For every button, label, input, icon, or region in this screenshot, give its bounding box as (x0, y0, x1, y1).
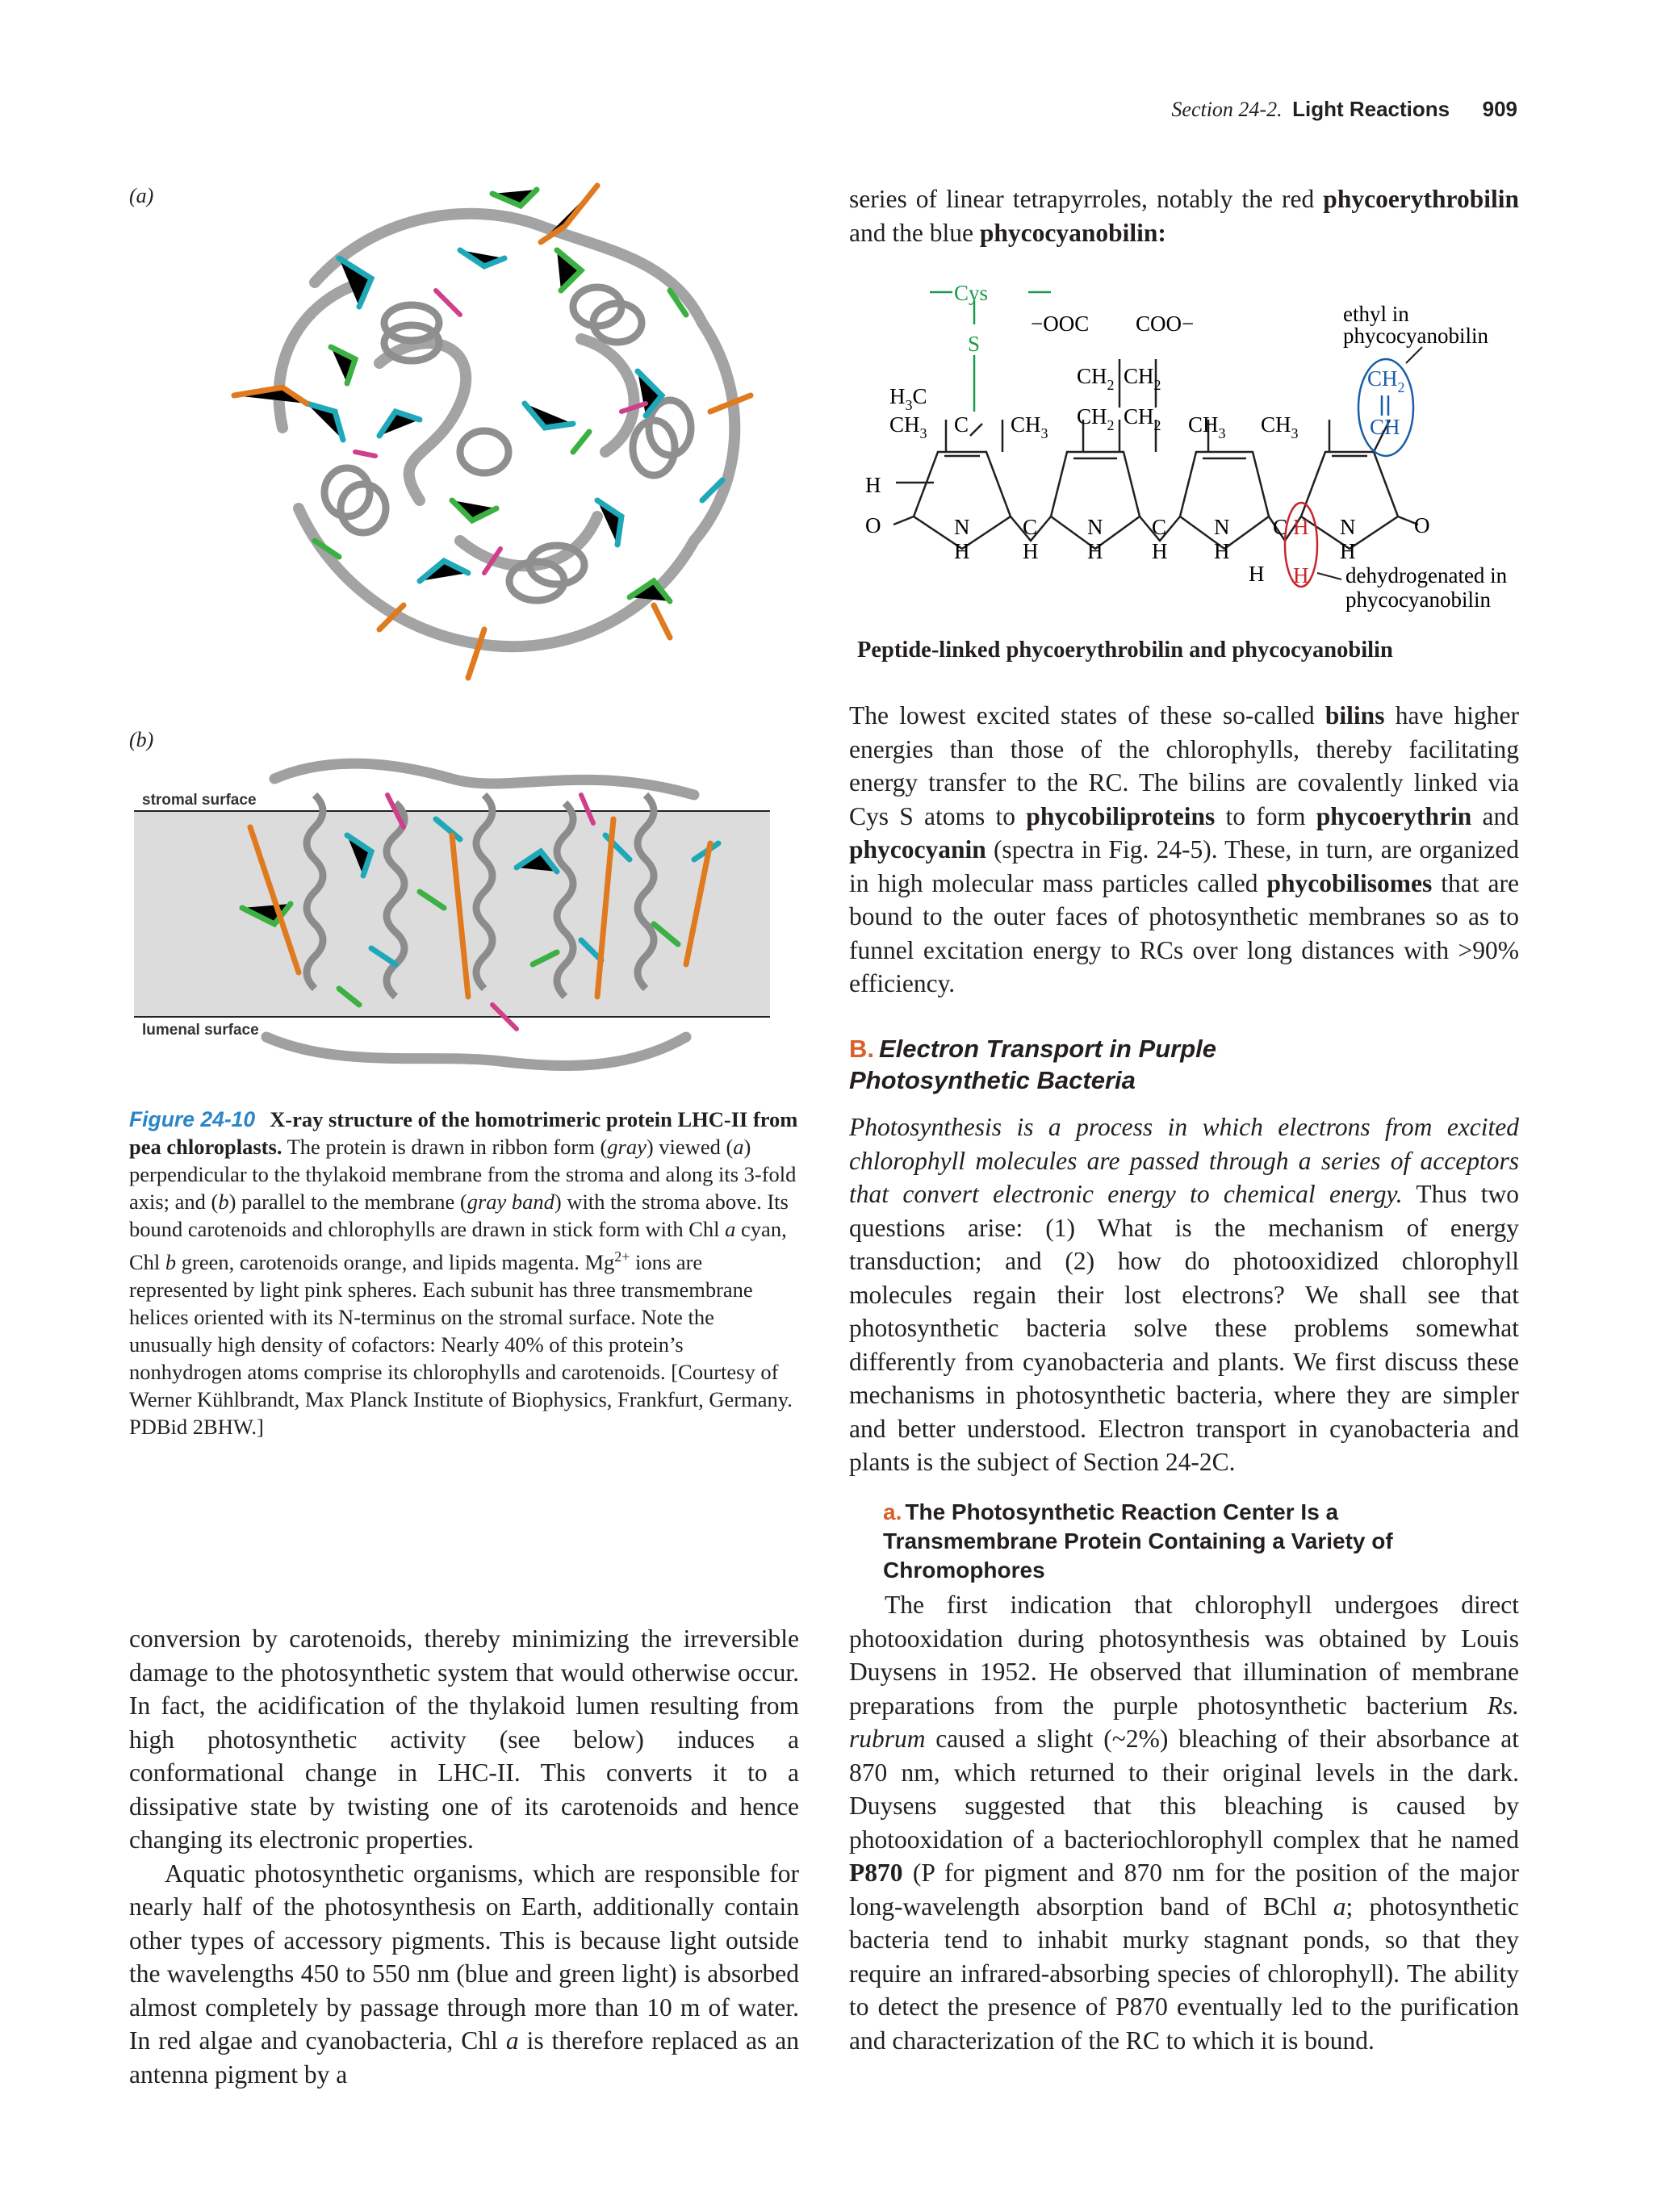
left-paragraph-2: Aquatic photosynthetic organisms, which are responsible for nearly half of the photosynthesis on Earth, additionally contain other types of accessory pigments. This is because light outside the wavelengths 450 to 550 nm (blue and green light) is absorbed almost completely by passage through more than 10 m of water. In red algae and cyanobacteria, Chl a is therefore replaced as an antenna pigment by a (129, 1859, 800, 2089)
right-paragraph-p870: The first indication that chlorophyll undergoes direct photooxidation during photosynthesis was obtained by Louis Duysens in 1952. He observed that illumination of membrane preparations from the purple photosynthetic bacterium Rs. rubrum caused a slight (~2%) bleaching of their absorbance at 870 nm, which returned to their original levels in the dark. Duysens suggested that this bleaching is caused by photooxidation of a bacteriochlorophyll complex that he named P870 (P for pigment and 870 nm for the position of the major long-wavelength absorption band of BChl a; photosynthetic bacteria tend to inhabit murky stagnant ponds, so that they require an infrared-absorbing species of chlorophyll). The ability to detect the presence of P870 eventually led to the purification and characterization of the RC to which it is bound. (849, 1591, 1520, 2055)
s-atom: S (968, 332, 981, 356)
lhc-ii-side-view (129, 746, 775, 1085)
coo-label: COO− (1136, 312, 1195, 336)
dehydro-label-1: dehydrogenated in (1345, 563, 1508, 587)
svg-text:CH2: $CH_2$ (1367, 366, 1405, 395)
svg-text:N: N (1214, 515, 1230, 539)
structure-caption-text: Peptide-linked phycoerythrobilin and phycocyanobilin (857, 638, 1393, 663)
svg-text:H: H (1023, 539, 1039, 563)
panel-b-label: (b) (129, 728, 154, 751)
left-column-text (129, 1622, 799, 2091)
svg-text:H3C: $H_3C$ (889, 384, 927, 413)
helix-coils (324, 287, 691, 600)
svg-text:CH3: $CH_3$ (1011, 412, 1048, 441)
stromal-surface-label: stromal surface (142, 792, 257, 809)
svg-text:N: N (1340, 515, 1356, 539)
svg-text:C: C (1273, 515, 1288, 539)
section-b-heading: B. Electron Transport in Purple Photosynthetic Bacteria (849, 1035, 1217, 1094)
figure-title: X-ray structure of the homotrimeric protein LHC-II from pea chloroplasts. (129, 1107, 798, 1159)
ethyl-label-1: ethyl in (1343, 302, 1409, 326)
ooc-label: −OOC (1031, 312, 1090, 336)
lipid-sticks (355, 291, 646, 573)
panel-a-label: (a) (129, 184, 154, 207)
figure-caption: Figure 24-10 X-ray structure of the homotrimeric protein LHC-II from pea chloroplasts. The protein is drawn in ribbon form (gray) viewed (a) perpendicular to the thylakoid membrane from the stroma and along its 3-fold axis; and (b) parallel to the membrane (gray band) with the stroma above. Its bound carotenoids and chlorophylls are drawn in stick form with Chl a cyan, Chl b green, carotenoids orange, and lipids magenta. $Mg^{2+}$ ions are represented by light pink spheres. Each subunit has three transmembrane helices oriented with its N-terminus on the stromal surface. Note the unusually high density of cofactors: Nearly 40% of this protein’s nonhydrogen atoms comprise its chlorophylls and carotenoids. [Courtesy of Werner Kühlbrandt, Max Planck Institute of Biophysics, Frankfurt, Germany. PDBid 2BHW.] (129, 1107, 798, 1439)
svg-text:CH3: $CH_3$ (889, 412, 927, 441)
section-label: Section 24-2. (1171, 98, 1283, 121)
right-intro-text: series of linear tetrapyrroles, notably the red phycoerythrobilin and the blue phycocyanobilin: (849, 185, 1519, 247)
lumenal-surface-label: lumenal surface (142, 1022, 259, 1039)
svg-text:H: H (1340, 539, 1356, 563)
figure-number: Figure 24-10 (129, 1107, 256, 1131)
dehydro-label-2: phycocyanobilin (1345, 587, 1491, 612)
ethyl-label-2: phycocyanobilin (1343, 324, 1488, 348)
svg-text:N: N (1087, 515, 1103, 539)
bilin-chemical-structure (849, 274, 1519, 638)
svg-text:CH2: $CH_2$ (1077, 404, 1115, 433)
svg-text:H: H (1249, 562, 1265, 586)
svg-text:CH2: $CH_2$ (1124, 404, 1161, 433)
svg-text:O: O (865, 513, 881, 537)
svg-text:H: H (1087, 539, 1103, 563)
svg-text:H: H (1293, 563, 1309, 587)
lhc-ii-top-view (218, 161, 799, 718)
svg-text:O: O (1414, 513, 1430, 537)
svg-text:CH3: $CH_3$ (1261, 412, 1299, 441)
running-header (0, 97, 1517, 122)
svg-text:CH3: $CH_3$ (1188, 412, 1226, 441)
svg-text:H: H (1293, 515, 1309, 539)
svg-text:CH: CH (1370, 415, 1400, 439)
svg-text:H: H (1152, 539, 1168, 563)
right-paragraph-photosynthesis: Photosynthesis is a process in which electrons from excited chlorophyll molecules are passed through a series of acceptors that convert electronic energy to chemical energy. Thus two questions arise: (1) What is the mechanism of energy transduction; and (2) how do photooxidized chlorophyll molecules regain their lost electrons? We shall see that photosynthetic bacteria solve these problems somewhat differently from cyanobacteria and plants. We first discuss these mechanisms in photosynthetic bacteria, where they are simpler and better understood. Electron transport in cyanobacteria and plants is the subject of Section 24-2C. (849, 1113, 1519, 1476)
svg-text:CH2: $CH_2$ (1124, 364, 1161, 393)
svg-text:N: N (954, 515, 970, 539)
cys-label: Cys (954, 281, 989, 305)
page-number: 909 (1482, 97, 1517, 121)
left-paragraph-1: conversion by carotenoids, thereby minimizing the irreversible damage to the photosynthetic system that would otherwise occur. In fact, the acidification of the thylakoid lumen resulting from high photosynthetic activity (see below) induces a conformational change in LHC-II. This converts it to a dissipative state by twisting one of its carotenoids and hence changing its electronic properties. (129, 1625, 799, 1854)
right-paragraph-bilins: The lowest excited states of these so-called bilins have higher energies than those of the chlorophylls, thereby facilitating energy transfer to the RC. The bilins are covalently linked via Cys S atoms to phycobiliproteins to form phycoerythrin and phycocyanin (spectra in Fig. 24-5). These, in turn, are organized in high molecular mass particles called phycobilisomes that are bound to the outer faces of photosynthetic membranes so as to funnel excitation energy to RCs over long distances with >90% efficiency. (849, 701, 1520, 997)
svg-text:C: C (954, 412, 969, 437)
svg-text:CH2: $CH_2$ (1077, 364, 1115, 393)
svg-text:C: C (1023, 515, 1038, 539)
svg-text:H: H (865, 473, 881, 497)
subsection-a-heading: a. The Photosynthetic Reaction Center Is a Transmembrane Protein Containing a Variety of Chromophores (883, 1499, 1393, 1583)
section-title: Light Reactions (1292, 97, 1450, 121)
svg-text:H: H (954, 539, 970, 563)
svg-text:C: C (1152, 515, 1167, 539)
svg-text:H: H (1214, 539, 1230, 563)
